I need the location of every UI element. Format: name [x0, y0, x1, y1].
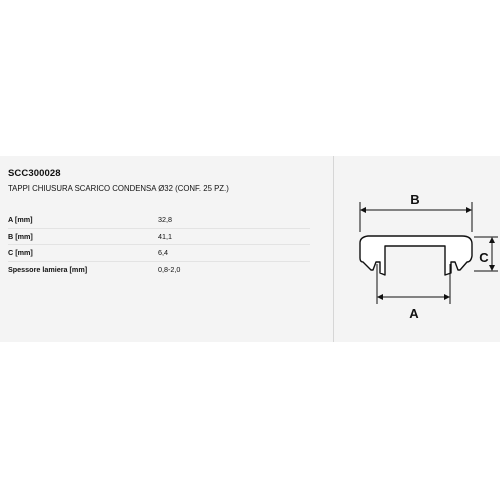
- arrow-head: [360, 207, 366, 213]
- arrow-head: [377, 294, 383, 300]
- spec-row-a: [8, 212, 310, 228]
- arrow-head: [466, 207, 472, 213]
- cap-dimension-drawing: [334, 156, 500, 342]
- spec-table: [8, 212, 310, 277]
- dimension-a: [377, 264, 450, 304]
- spec-value: 32,8: [158, 215, 172, 225]
- spec-value: 0,8-2,0: [158, 264, 181, 274]
- label-c: C: [479, 250, 489, 265]
- spec-label: B [mm]: [8, 231, 33, 241]
- spec-row-c: [8, 244, 310, 261]
- arrow-head: [444, 294, 450, 300]
- product-code: SCC300028: [8, 168, 61, 179]
- spec-label: C [mm]: [8, 248, 33, 258]
- spec-value: 6,4: [158, 248, 168, 258]
- spec-value: 41,1: [158, 231, 172, 241]
- arrow-head: [489, 265, 495, 271]
- arrow-head: [489, 237, 495, 243]
- label-a: A: [409, 306, 419, 321]
- spec-row-b: [8, 228, 310, 245]
- label-b: B: [410, 192, 420, 207]
- spec-label: A [mm]: [8, 215, 33, 225]
- spec-row-thickness: [8, 261, 310, 278]
- product-info: [8, 168, 326, 277]
- spec-label: Spessore lamiera [mm]: [8, 264, 88, 274]
- product-description: TAPPI CHIUSURA SCARICO CONDENSA Ø32 (CONF. 25 PZ.): [8, 184, 229, 193]
